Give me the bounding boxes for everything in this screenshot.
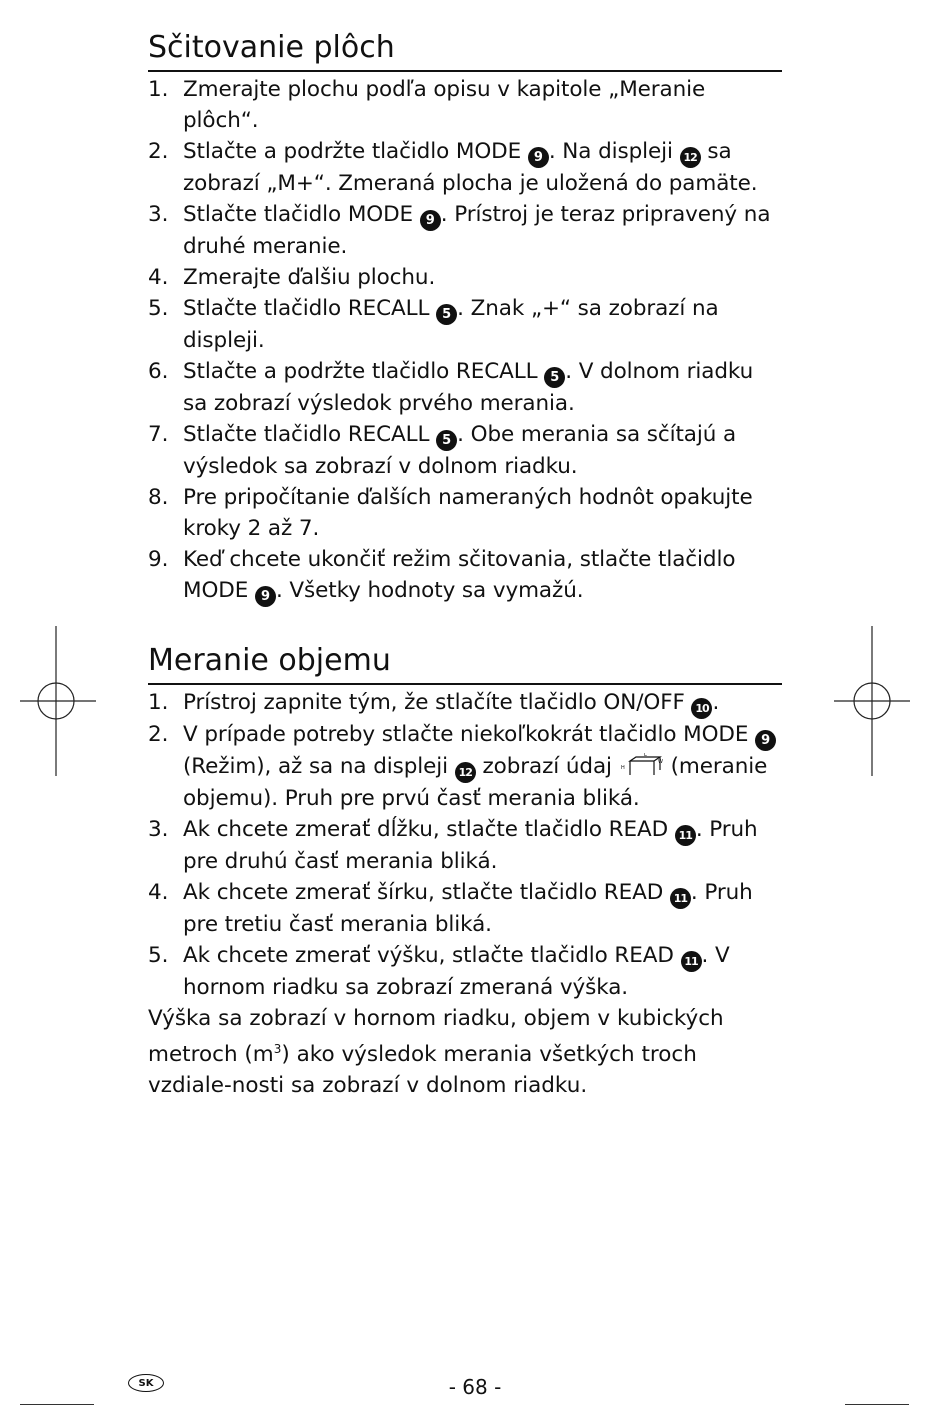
section-title: Meranie objemu xyxy=(148,643,782,685)
list-item: 3. Ak chcete zmerať dĺžku, stlačte tlačidlo READ 11 . Pruh pre druhú časť merania bliká. xyxy=(148,817,758,874)
list-item: 3. Stlačte tlačidlo MODE 9 . Prístroj je teraz pripravený na druhé meranie. xyxy=(148,202,771,259)
reference-number-badge: 11 xyxy=(670,888,691,909)
reference-number-badge: 9 xyxy=(528,147,549,168)
section-title: Sčitovanie plôch xyxy=(148,30,782,72)
list-item: 6. Stlačte a podržte tlačidlo RECALL 5 . V dolnom riadku sa zobrazí výsledok prvého merania. xyxy=(148,359,754,416)
svg-text:W: W xyxy=(657,759,663,765)
steps-list xyxy=(148,74,782,607)
language-badge: SK xyxy=(128,1374,164,1392)
reference-number-badge: 5 xyxy=(544,367,565,388)
list-item: 1. Prístroj zapnite tým, že stlačíte tlačidlo ON/OFF 10 . xyxy=(148,687,782,719)
reference-number-badge: 9 xyxy=(755,730,776,751)
list-item: 8. Pre pripočítanie ďalších nameraných hodnôt opakujte kroky 2 až 7. xyxy=(148,485,753,541)
page-number: - 68 - xyxy=(448,1375,502,1399)
crop-mark xyxy=(20,1404,94,1405)
volume-measure-icon xyxy=(620,753,664,777)
list-item: 9. Keď chcete ukončiť režim sčitovania, stlačte tlačidlo MODE 9 . Všetky hodnoty sa vymažú. xyxy=(148,544,782,607)
reference-number-badge: 9 xyxy=(255,586,276,607)
reference-number-badge: 5 xyxy=(436,304,457,325)
list-item: 2. V prípade potreby stlačte niekoľkokrát tlačidlo MODE 9 (Režim), až sa na displeji 12 zobrazí údaj H L W (meranie objemu). Pruh pre prvú časť merania bliká. xyxy=(148,719,782,814)
svg-text:H: H xyxy=(620,765,625,771)
paragraph-text: Výška sa zobrazí v hornom riadku, objem v kubických metroch $(m^3)$ ako výsledok merania všetkých troch vzdiale-nosti sa zobrazí v dolnom riadku. xyxy=(148,1006,724,1099)
list-item: 5. Ak chcete zmerať výšku, stlačte tlačidlo READ 11 . V hornom riadku sa zobrazí zmeraná výška. xyxy=(148,943,730,1000)
reference-number-badge: 11 xyxy=(681,951,702,972)
reference-number-badge: 10 xyxy=(691,698,712,719)
svg-text:L: L xyxy=(643,753,647,758)
list-item: 4. Zmerajte ďalšiu plochu. xyxy=(148,265,436,290)
list-item: 2. Stlačte a podržte tlačidlo MODE 9 . Na displeji 12 sa zobrazí „M+“. Zmeraná plocha je uložená do pamäte. xyxy=(148,139,758,196)
list-item: 4. Ak chcete zmerať šírku, stlačte tlačidlo READ 11 . Pruh pre tretiu časť merania bliká. xyxy=(148,880,753,937)
reference-number-badge: 9 xyxy=(420,210,441,231)
reference-number-badge: 11 xyxy=(675,825,696,846)
section-volume-measurement xyxy=(148,643,782,1101)
section-summing-areas xyxy=(148,30,782,607)
steps-list xyxy=(148,687,782,1003)
reference-number-badge: 12 xyxy=(680,147,701,168)
registration-mark-left xyxy=(20,626,96,776)
list-item: 1. Zmerajte plochu podľa opisu v kapitole „Meranie plôch“. xyxy=(148,77,706,133)
crop-mark xyxy=(845,1404,909,1405)
list-item: 5. Stlačte tlačidlo RECALL 5 . Znak „+“ sa zobrazí na displeji. xyxy=(148,296,719,353)
reference-number-badge: 5 xyxy=(436,430,457,451)
reference-number-badge: 12 xyxy=(455,762,476,783)
list-item: 7. Stlačte tlačidlo RECALL 5 . Obe merania sa sčítajú a výsledok sa zobrazí v dolnom riadku. xyxy=(148,422,737,479)
registration-mark-right xyxy=(834,626,910,776)
